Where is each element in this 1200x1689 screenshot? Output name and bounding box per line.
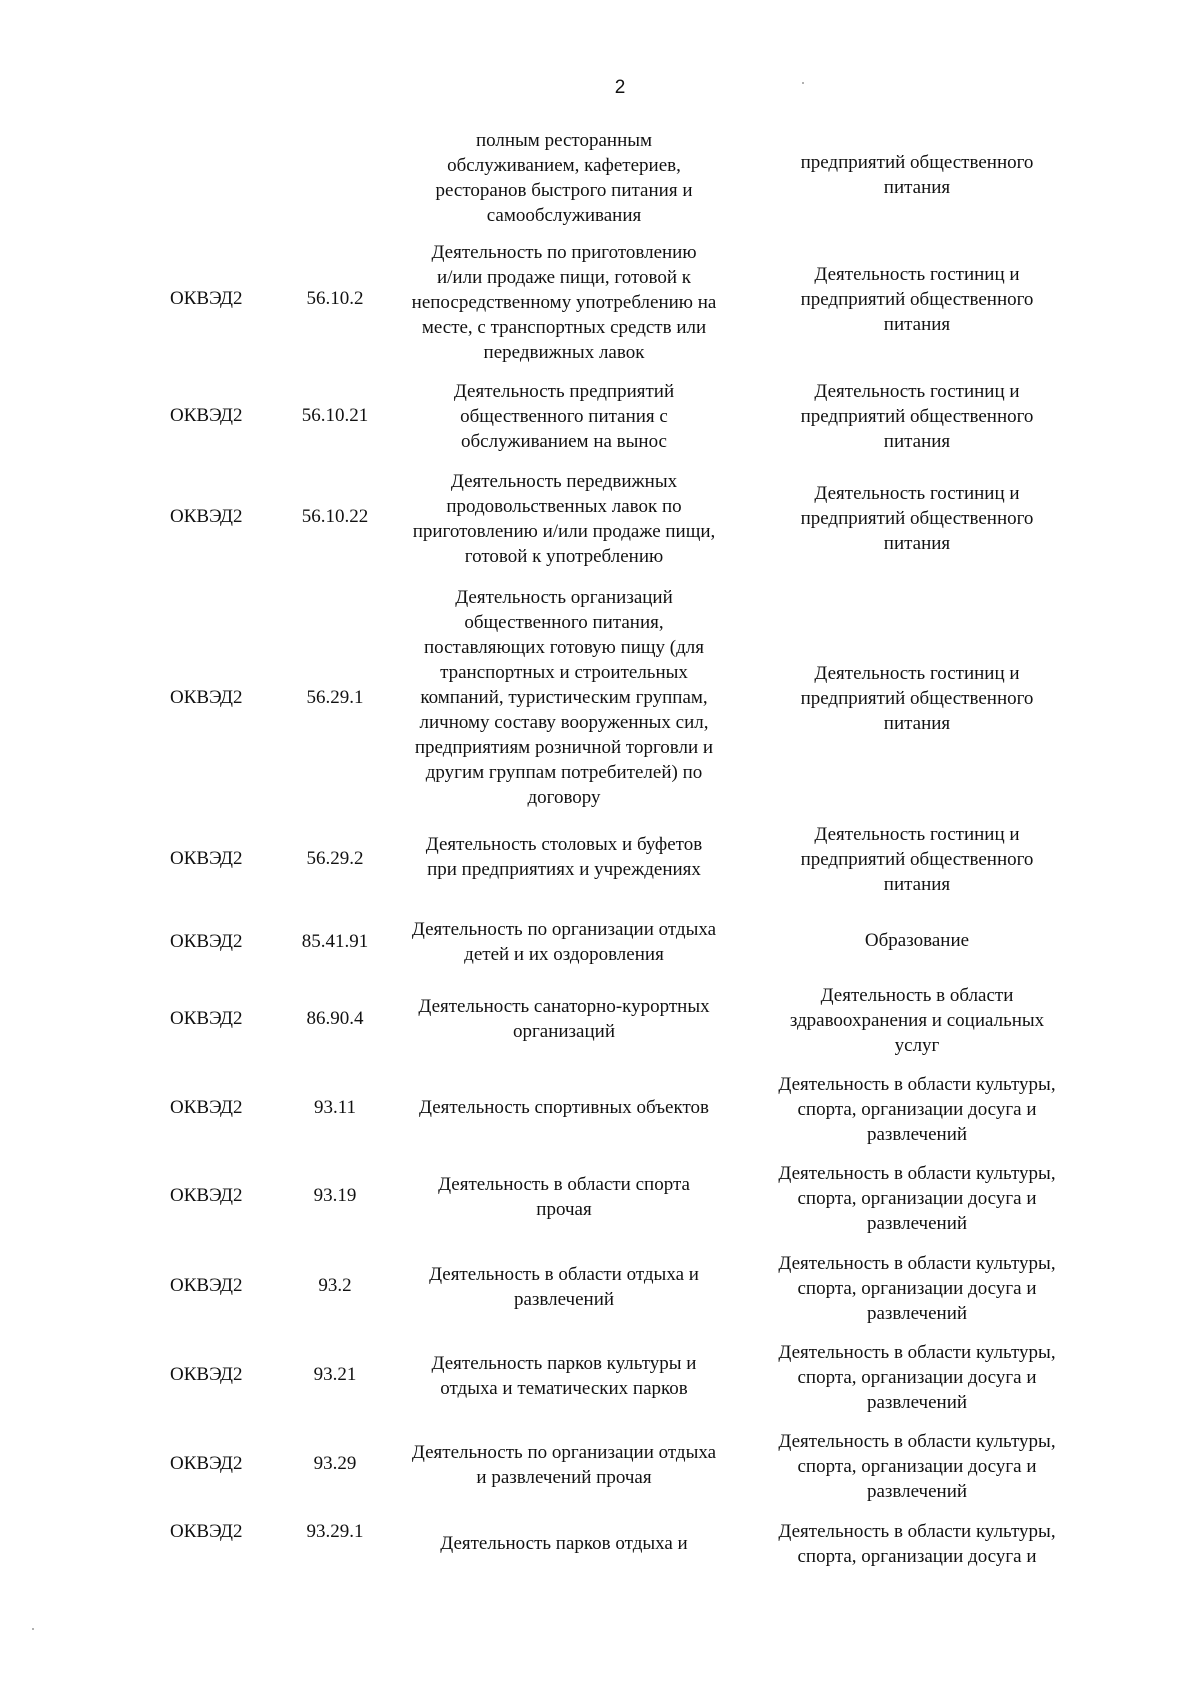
sector-line: спорта, организации досуга и [797,1278,1037,1299]
activity-name-line: предприятиям розничной торговли и [414,737,714,758]
activity-name-cell [384,832,744,882]
activity-name-cell [384,379,744,454]
activity-name-line: компаний, туристическим группам, [420,687,708,708]
activity-name-line: Деятельность в области отдыха и [429,1264,699,1285]
sector-cell [752,379,1082,454]
activity-name-cell [384,1531,744,1556]
activity-name-line: при предприятиях и учреждениях [427,859,701,880]
activity-name-line: ресторанов быстрого питания и [435,180,693,201]
activity-code-cell: 56.10.2 [306,288,364,309]
sector-cell [752,822,1082,897]
sector-cell [752,661,1082,736]
activity-code-cell: 56.10.21 [301,405,369,426]
activity-name-line: самообслуживания [486,205,642,226]
scan-speck [32,1628,34,1630]
sector-line: спорта, организации досуга и [797,1546,1037,1567]
activity-name-line: и/или продаже пищи, готовой к [436,267,692,288]
activity-code-cell: 56.29.2 [306,848,364,869]
activity-code-cell: 56.10.22 [301,506,369,527]
sector-line: питания [883,874,951,895]
activity-name-cell [384,240,744,365]
activity-name-line: Деятельность санаторно-курортных [418,996,710,1017]
classifier-cell: ОКВЭД2 [170,405,243,426]
sector-cell [752,928,1082,953]
sector-cell [752,150,1082,200]
activity-name-line: Деятельность спортивных объектов [419,1097,709,1118]
sector-cell [752,1072,1082,1147]
activity-name-line: транспортных и строительных [440,662,688,683]
activity-name-cell [384,1172,744,1222]
sector-line: Деятельность в области [820,985,1014,1006]
activity-name-line: Деятельность парков культуры и [431,1353,697,1374]
activity-name-line: готовой к употреблению [464,546,664,567]
classifier-cell: ОКВЭД2 [170,848,243,869]
sector-line: питания [883,314,951,335]
sector-line: питания [883,177,951,198]
sector-cell [752,1251,1082,1326]
sector-line: спорта, организации досуга и [797,1188,1037,1209]
sector-line: услуг [894,1035,940,1056]
classifier-cell: ОКВЭД2 [170,1008,243,1029]
classifier-cell: ОКВЭД2 [170,1364,243,1385]
classifier-cell: ОКВЭД2 [170,1453,243,1474]
activity-name-line: полным ресторанным [475,130,653,151]
sector-line: Деятельность гостиниц и [814,264,1020,285]
activity-code-cell: 93.19 [313,1185,357,1206]
sector-cell [752,1519,1082,1569]
sector-line: Деятельность в области культуры, [778,1521,1056,1542]
activity-name-line: отдыха и тематических парков [440,1378,688,1399]
activity-name-line: Деятельность передвижных [450,471,678,492]
sector-line: спорта, организации досуга и [797,1099,1037,1120]
activity-name-line: передвижных лавок [483,342,645,363]
activity-name-line: общественного питания с [460,406,668,427]
sector-line: здравоохранения и социальных [789,1010,1045,1031]
activity-name-cell [384,1262,744,1312]
activity-code-cell: 85.41.91 [301,931,369,952]
scan-speck [802,82,804,84]
page-number: 2 [614,77,626,98]
sector-line: предприятий общественного [800,406,1034,427]
activity-name-line: приготовлению и/или продаже пищи, [412,521,716,542]
activity-code-cell: 93.11 [313,1097,357,1118]
sector-line: развлечений [866,1392,968,1413]
sector-line: развлечений [866,1481,968,1502]
sector-line: спорта, организации досуга и [797,1367,1037,1388]
activity-name-cell [384,585,744,810]
sector-cell [752,983,1082,1058]
classifier-cell: ОКВЭД2 [170,931,243,952]
activity-name-line: поставляющих готовую пищу (для [423,637,705,658]
activity-name-line: Деятельность по приготовлению [431,242,697,263]
activity-name-line: общественного питания, [464,612,664,633]
sector-line: Деятельность в области культуры, [778,1342,1056,1363]
sector-line: Деятельность в области культуры, [778,1074,1056,1095]
activity-name-line: и развлечений прочая [476,1467,652,1488]
sector-line: предприятий общественного [800,289,1034,310]
sector-line: питания [883,533,951,554]
activity-code-cell: 93.29.1 [306,1521,364,1542]
sector-cell [752,262,1082,337]
activity-name-cell [384,1440,744,1490]
sector-line: питания [883,713,951,734]
activity-name-line: детей и их оздоровления [464,944,664,965]
sector-line: предприятий общественного [800,849,1034,870]
activity-name-line: Деятельность по организации отдыха [411,919,717,940]
classifier-cell: ОКВЭД2 [170,1275,243,1296]
activity-name-cell [384,1351,744,1401]
activity-code-cell: 93.29 [313,1453,357,1474]
sector-cell [752,481,1082,556]
activity-name-line: Деятельность организаций [455,587,673,608]
classifier-cell: ОКВЭД2 [170,288,243,309]
sector-line: предприятий общественного [800,688,1034,709]
sector-line: Деятельность гостиниц и [814,663,1020,684]
sector-line: Деятельность в области культуры, [778,1431,1056,1452]
activity-code-cell: 93.2 [318,1275,352,1296]
classifier-cell: ОКВЭД2 [170,1521,243,1542]
activity-name-line: Деятельность парков отдыха и [440,1533,688,1554]
activity-name-line: Деятельность по организации отдыха [411,1442,717,1463]
sector-line: питания [883,431,951,452]
activity-name-line: продовольственных лавок по [446,496,682,517]
activity-name-line: Деятельность столовых и буфетов [425,834,703,855]
activity-name-cell [384,128,744,228]
sector-line: Деятельность гостиниц и [814,824,1020,845]
activity-name-line: развлечений [513,1289,615,1310]
classifier-cell: ОКВЭД2 [170,1185,243,1206]
activity-name-line: непосредственному употреблению на [411,292,717,313]
activity-code-cell: 93.21 [313,1364,357,1385]
classifier-cell: ОКВЭД2 [170,1097,243,1118]
sector-line: спорта, организации досуга и [797,1456,1037,1477]
activity-name-cell [384,1095,744,1120]
activity-name-line: личному составу вооруженных сил, [419,712,709,733]
activity-name-cell [384,917,744,967]
sector-line: предприятий общественного [800,508,1034,529]
sector-cell [752,1429,1082,1504]
sector-cell [752,1161,1082,1236]
sector-line: развлечений [866,1303,968,1324]
classifier-cell: ОКВЭД2 [170,506,243,527]
activity-name-cell [384,994,744,1044]
classifier-cell: ОКВЭД2 [170,687,243,708]
activity-name-line: организаций [512,1021,615,1042]
activity-name-cell [384,469,744,569]
sector-cell [752,1340,1082,1415]
activity-name-line: другим группам потребителей) по [425,762,703,783]
sector-line: Деятельность гостиниц и [814,381,1020,402]
sector-line: Деятельность в области культуры, [778,1253,1056,1274]
sector-line: развлечений [866,1213,968,1234]
activity-name-line: договору [527,787,601,808]
activity-name-line: месте, с транспортных средств или [421,317,707,338]
activity-name-line: обслуживанием на вынос [461,431,667,452]
sector-line: предприятий общественного [800,152,1034,173]
activity-code-cell: 56.29.1 [306,687,364,708]
activity-name-line: Деятельность предприятий [453,381,675,402]
activity-name-line: прочая [536,1199,592,1220]
activity-code-cell: 86.90.4 [306,1008,364,1029]
activity-name-line: обслуживанием, кафетериев, [447,155,681,176]
sector-line: Деятельность в области культуры, [778,1163,1056,1184]
sector-line: развлечений [866,1124,968,1145]
sector-line: Деятельность гостиниц и [814,483,1020,504]
sector-line: Образование [864,930,970,951]
activity-name-line: Деятельность в области спорта [438,1174,690,1195]
